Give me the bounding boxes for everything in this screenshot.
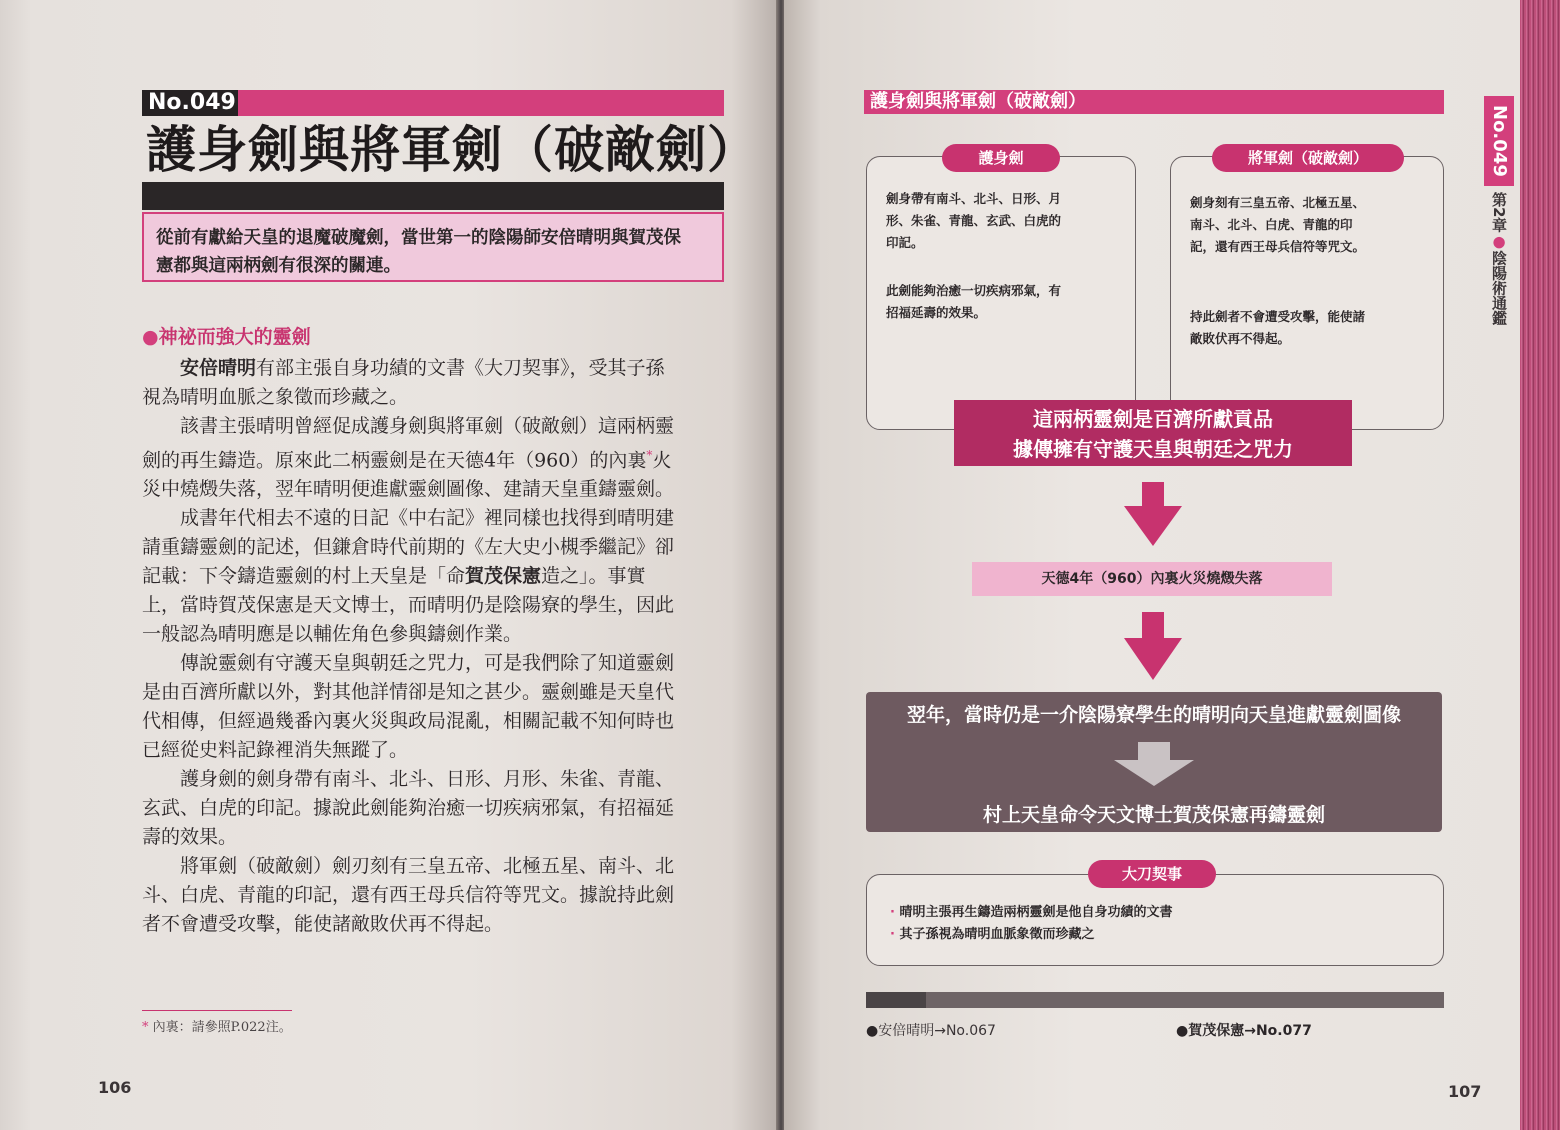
text-line: 玄武、白虎的印記。據說此劍能夠治癒一切疾病邪氣，有招福延	[142, 797, 675, 820]
left-page	[0, 0, 778, 1130]
text-line	[142, 562, 724, 591]
number-bar-accent	[238, 90, 724, 116]
chapter-label: 第2章	[1490, 192, 1508, 233]
text-line: 此劍能夠治癒一切疾病邪氣，有	[886, 283, 1062, 298]
related-text: 賀茂保憲→No.077	[1188, 1023, 1312, 1039]
paragraph	[142, 354, 724, 383]
callout-line: 據傳擁有守護天皇與朝廷之咒力	[1013, 437, 1293, 461]
footnote-marker: *	[142, 1020, 149, 1035]
side-number-tab: No.049	[1484, 96, 1514, 186]
title-underbar	[142, 182, 724, 210]
arrow-down-icon	[1124, 506, 1182, 546]
text-line: 一般認為晴明應是以輔佐角色參與鑄劍作業。	[142, 623, 523, 646]
page-number: 107	[1448, 1082, 1482, 1101]
shogunken-description	[1190, 192, 1365, 258]
daitokeiji-items	[890, 902, 1173, 946]
diagram-header: 護身劍與將軍劍（破敵劍）	[864, 90, 1444, 114]
text-line: 視為晴明血脈之象徵而珍藏之。	[142, 386, 409, 408]
text-line: 有部主張自身功績的文書《大刀契事》，受其子孫	[256, 357, 665, 379]
footnote	[142, 1016, 292, 1035]
text-segment: 劍的再生鑄造。原來此二柄靈劍是在天德4年（960）的內裏	[142, 449, 647, 472]
body-text	[142, 354, 724, 939]
text-line: 劍身刻有三皇五帝、北極五星、	[1190, 195, 1366, 210]
footnote-marker: *	[646, 448, 653, 462]
fire-event: 天德4年（960）內裏火災燒燬失落	[972, 562, 1332, 596]
text-line: 印記。	[886, 235, 924, 250]
paragraph: 該書主張晴明曾經促成護身劍與將軍劍（破敵劍）這兩柄靈	[180, 415, 675, 437]
text-line: 持此劍者不會遭受攻擊，能使諸	[1190, 309, 1366, 324]
text-line: 災中燒燬失落，翌年晴明便進獻靈劍圖像、建請天皇重鑄靈劍。	[142, 478, 675, 501]
subheading-text: 神祕而強大的靈劍	[158, 326, 311, 348]
arrow-down-icon	[1114, 760, 1194, 786]
text-line: 請重鑄靈劍的記述，但鎌倉時代前期的《左大史小槻季繼記》卻	[142, 536, 675, 559]
bullet-dot-icon: ●	[1176, 1023, 1189, 1039]
paragraph: 護身劍的劍身帶有南斗、北斗、日形、月形、朱雀、青龍、	[180, 768, 675, 791]
summary-line: 憲都與這兩柄劍有很深的關連。	[156, 256, 401, 276]
bullet-icon: ·	[890, 905, 895, 920]
summary-box	[142, 212, 724, 282]
text-line: 代相傳，但經過幾番內裏火災與政局混亂，相關記載不知何時也	[142, 710, 675, 733]
arrow-down-icon	[1142, 612, 1164, 638]
bold-name: 安倍晴明	[180, 357, 257, 379]
related-link-2[interactable]	[1176, 1020, 1312, 1040]
arrow-down-icon	[1124, 638, 1182, 680]
entry-number-tag: No.049	[142, 90, 238, 116]
related-link-1[interactable]	[866, 1020, 996, 1040]
side-chapter-title	[1484, 192, 1514, 325]
text-line	[142, 441, 724, 475]
callout-line: 這兩柄靈劍是百濟所獻貢品	[1033, 407, 1273, 431]
arrow-down-icon	[1142, 482, 1164, 506]
shinken-label: 護身劍	[942, 144, 1060, 172]
text-line: 劍身帶有南斗、北斗、日形、月	[886, 191, 1062, 206]
arrow-down-icon	[1138, 742, 1170, 760]
text-line: 形、朱雀、青龍、玄武、白虎的	[886, 213, 1062, 228]
bullet-dot-icon: ●	[1490, 232, 1508, 251]
paragraph: 將軍劍（破敵劍）劍刃刻有三皇五帝、北極五星、南斗、北	[180, 855, 675, 878]
text-line: 上，當時賀茂保憲是天文博士，而晴明仍是陰陽寮的學生，因此	[142, 594, 675, 617]
bold-name: 賀茂保憲	[465, 565, 542, 588]
list-item	[890, 902, 1173, 924]
recast-step-1: 翌年，當時仍是一介陰陽寮學生的晴明向天皇進獻靈劍圖像	[906, 704, 1401, 726]
page-number: 106	[98, 1078, 132, 1097]
text-segment: 記載：下令鑄造靈劍的村上天皇是「命	[142, 565, 466, 588]
bullet-icon: ·	[890, 927, 895, 942]
recast-step-2: 村上天皇命令天文博士賀茂保憲再鑄靈劍	[982, 804, 1325, 826]
text-line: 斗、白虎、青龍的印記，還有西王母兵信符等咒文。據說持此劍	[142, 884, 675, 907]
text-line: 是由百濟所獻以外，對其他詳情卻是知之甚少。靈劍雖是天皇代	[142, 681, 675, 704]
text-line: 者不會遭受攻擊，能使諸敵敗伏再不得起。	[142, 913, 504, 936]
chapter-title: 陰陽術通鑑	[1490, 250, 1508, 326]
text-line: 南斗、北斗、白虎、青龍的印	[1190, 217, 1353, 232]
text-line: 記，還有西王母兵信符等咒文。	[1190, 239, 1366, 254]
paragraph: 成書年代相去不遠的日記《中右記》裡同樣也找得到晴明建	[180, 507, 675, 530]
summary-line: 從前有獻給天皇的退魔破魔劍，當世第一的陰陽師安倍晴明與賀茂保	[156, 228, 681, 248]
related-bar-label	[866, 992, 926, 1008]
shogunken-effect	[1190, 306, 1365, 350]
footnote-divider	[142, 1010, 292, 1011]
related-bar	[926, 992, 1444, 1008]
daitokeiji-label: 大刀契事	[1088, 860, 1216, 888]
text-segment: 造之」。事實	[541, 565, 646, 588]
list-item	[890, 924, 1173, 946]
text-line: 招福延壽的效果。	[886, 305, 987, 320]
bullet-dot-icon: ●	[142, 326, 159, 348]
text-line: 敵敗伏再不得起。	[1190, 331, 1291, 346]
text-segment: 火	[652, 449, 672, 472]
text-line: 壽的效果。	[142, 826, 238, 849]
related-text: 安倍晴明→No.067	[878, 1023, 996, 1039]
bullet-dot-icon: ●	[866, 1023, 879, 1039]
shinken-description	[886, 188, 1061, 254]
page-edge-stripes	[1520, 0, 1560, 1130]
paragraph: 傳說靈劍有守護天皇與朝廷之咒力，可是我們除了知道靈劍	[180, 652, 675, 675]
origin-callout	[954, 400, 1352, 466]
item-text: 其子孫視為晴明血脈象徵而珍藏之	[899, 927, 1095, 942]
section-subheading	[142, 322, 311, 349]
footnote-text: 內裏：請參照P.022注。	[152, 1020, 292, 1035]
item-text: 晴明主張再生鑄造兩柄靈劍是他自身功績的文書	[899, 905, 1173, 920]
shogunken-label: 將軍劍（破敵劍）	[1212, 144, 1404, 172]
text-line: 已經從史料記錄裡消失無蹤了。	[142, 739, 409, 762]
shinken-effect	[886, 280, 1061, 324]
page-title: 護身劍與將軍劍（破敵劍）	[146, 121, 758, 179]
